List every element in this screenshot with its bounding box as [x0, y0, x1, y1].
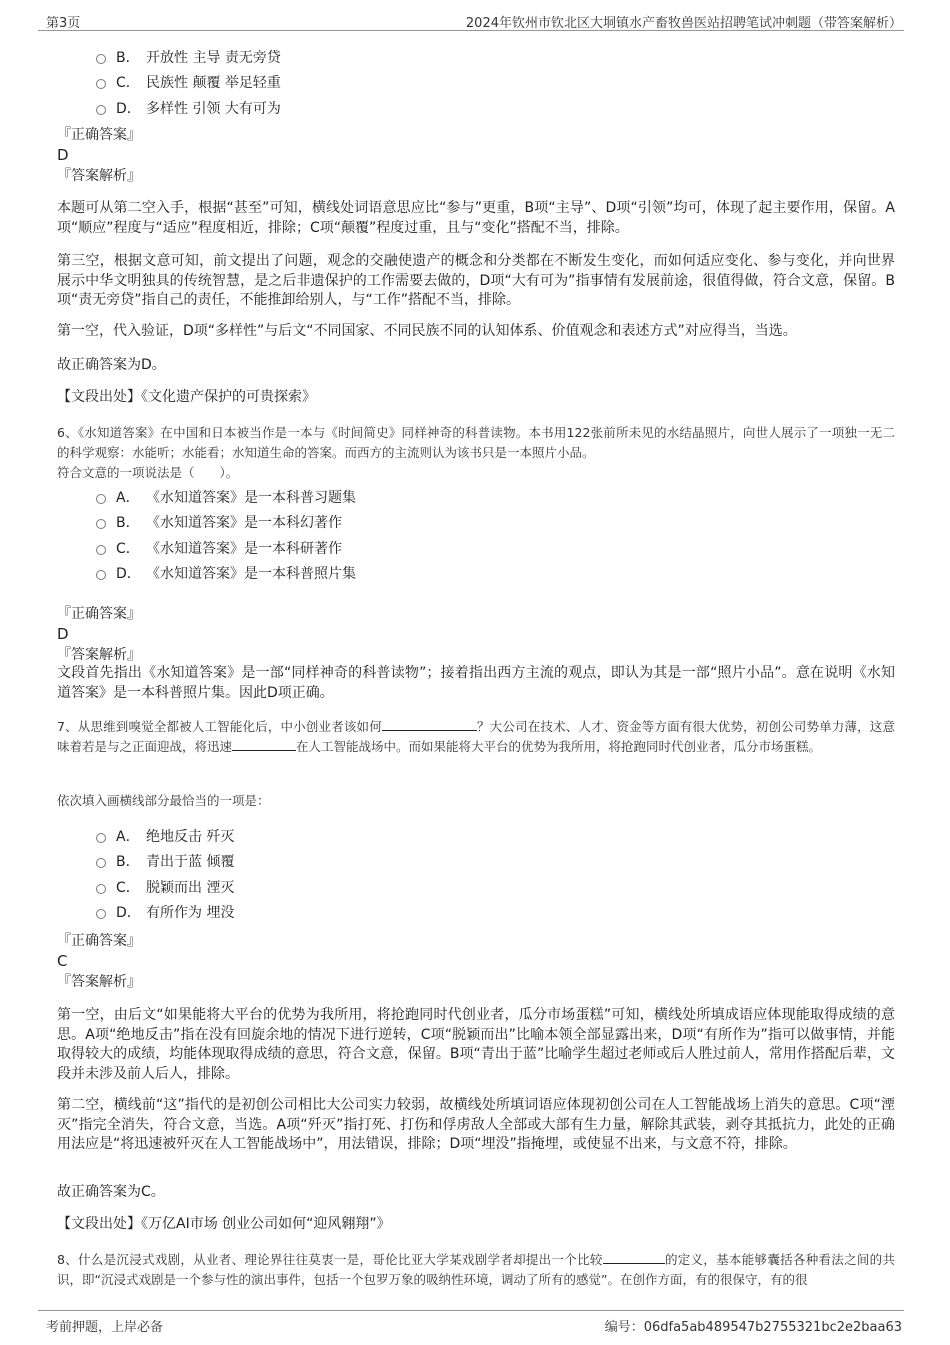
document-title: 2024年钦州市钦北区大垌镇水产畜牧兽医站招聘笔试冲刺题（带答案解析） [465, 16, 902, 31]
q7-answer: C [57, 952, 68, 970]
source-label: 【文段出处】 [57, 389, 141, 405]
q5-analysis-paragraph: 故正确答案为D。 [57, 357, 166, 373]
fill-blank [382, 717, 477, 731]
q7-analysis-paragraph: 故正确答案为C。 [57, 1184, 165, 1200]
source-label: 【文段出处】 [57, 1216, 141, 1232]
q7-option-d[interactable]: D． 有所作为 埋没 [96, 900, 234, 926]
source-title: 《文化遗产保护的可贵探索》 [141, 389, 316, 405]
q5-analysis-paragraph: 第三空，根据文意可知，前文提出了问题，观念的交融使遗产的概念和分类都在不断发生变化，而如何适应变化、参与变化，并向世界展示中华文明独具的传统智慧，是之后非遗保护的工作需要去做的，D项“大有可为”指事情有发展前途，很值得做，符合文意，保留。B项“责无旁贷”指自己的责任，不能推卸给别人，与“工作”搭配不当，排除。 [57, 253, 895, 308]
q8-stem: 8、什么是沉浸式戏剧，从业者、理论界往往莫衷一是，哥伦比亚大学某戏剧学者却提出一个比较 的定义，基本能够囊括各种看法之间的共识，即“沉浸式戏剧是一个参与性的演出事件，包括一个包罗万象的吸纳性环境，调动了所有的感觉”。在创作方面，有的很保守，有的很 [57, 1252, 895, 1287]
q5-analysis-paragraph: 本题可从第二空入手，根据“甚至”可知，横线处词语意思应比“参与”更重，B项“主导”、D项“引领”均可，体现了起主要作用，保留。A项“顺应”程度与“适应”程度相近，排除；C项“颠覆”程度过重，且与“变化”搭配不当，排除。 [57, 200, 895, 236]
q7-analysis-paragraph: 第二空，横线前“这”指代的是初创公司相比大公司实力较弱，故横线处所填词语应体现初创公司在人工智能战场上消失的意思。C项“湮灭”指完全消失，符合文意，当选。A项“歼灭”指打死、打伤和俘虏敌人全部或大部有生力量，解除其武装，剥夺其抵抗力，此处的正确用法应是“将迅速被歼灭在人工智能战场中”，用法错误，排除；D项“埋没”指掩埋，或使显不出来，与文意不符，排除。 [57, 1097, 895, 1152]
radio-button-icon[interactable] [96, 54, 106, 64]
q6-analysis: 文段首先指出《水知道答案》是一部“同样神奇的科普读物”；接着指出西方主流的观点，即认为其是一部“照片小品”。意在说明《水知道答案》是一本科普照片集。因此D项正确。 [57, 665, 895, 701]
analysis-label: 『答案解析』 [57, 974, 141, 990]
q7-option-b[interactable]: B． 青出于蓝 倾覆 [96, 849, 234, 875]
q6-stem: 6、《水知道答案》在中国和日本被当作是一本与《时间简史》同样神奇的科普读物。本书用122张前所未见的水结晶照片，向世人展示了一项独一无二的科学观察：水能听；水能看；水知道生命的答案。而西方的主流则认为该书只是一本照片小品。 [57, 425, 895, 460]
correct-answer-label: 『正确答案』 [57, 606, 141, 622]
q6-option-b[interactable]: B． 《水知道答案》是一本科幻著作 [96, 510, 356, 536]
page-footer [38, 1310, 904, 1335]
radio-button-icon[interactable] [96, 858, 106, 868]
q6-answer: D [57, 625, 69, 643]
radio-button-icon[interactable] [96, 79, 106, 89]
radio-button-icon[interactable] [96, 519, 106, 529]
correct-answer-label: 『正确答案』 [57, 127, 141, 143]
q7-option-a[interactable]: A． 绝地反击 歼灭 [96, 823, 234, 849]
correct-answer-label: 『正确答案』 [57, 933, 141, 949]
radio-button-icon[interactable] [96, 570, 106, 580]
q7-stem: 7、从思维到嗅觉全都被人工智能化后，中小创业者该如何 ？大公司在技术、人才、资金等方面有很大优势，初创公司势单力薄，这意味着若是与之正面迎战，将迅速 在人工智能战场中。而如果能将大平台的优势为我所用，将抢跑同时代创业者，瓜分市场蛋糕。 [57, 719, 895, 754]
analysis-label: 『答案解析』 [57, 647, 141, 663]
radio-button-icon[interactable] [96, 833, 106, 843]
q7-analysis-paragraph: 第一空，由后文“如果能将大平台的优势为我所用，将抢跑同时代创业者，瓜分市场蛋糕”可知，横线处所填成语应体现能取得成绩的意思。A项“绝地反击”指在没有回旋余地的情况下进行逆转，C项“脱颖而出”比喻本领全部显露出来，D项“有所作为”指可以做事情，并能取得较大的成绩，均能体现取得成绩的意思，符合文意，保留。B项“青出于蓝”比喻学生超过老师或后人胜过前人，常用作搭配后辈，文段并未涉及前人后人，排除。 [57, 1007, 895, 1082]
analysis-label: 『答案解析』 [57, 168, 141, 184]
radio-button-icon[interactable] [96, 494, 106, 504]
q5-source [57, 388, 895, 408]
document-id: 编号：06dfa5ab489547b2755321bc2e2baa63 [604, 1320, 902, 1335]
q5-option-c[interactable]: C． 民族性 颠覆 举足轻重 [96, 70, 281, 96]
fill-blank [232, 737, 296, 751]
radio-button-icon[interactable] [96, 884, 106, 894]
page-number: 第3页 [46, 16, 81, 31]
radio-button-icon[interactable] [96, 105, 106, 115]
q7-source [57, 1215, 895, 1235]
q5-analysis-paragraph: 第一空，代入验证，D项“多样性”与后文“不同国家、不同民族不同的认知体系、价值观念和表述方式”对应得当，当选。 [57, 323, 797, 339]
q6-option-c[interactable]: C． 《水知道答案》是一本科研著作 [96, 535, 356, 561]
q7-options [96, 823, 234, 925]
source-title: 《万亿AI市场 创业公司如何“迎风翱翔”》 [141, 1216, 391, 1232]
page-header [38, 8, 904, 31]
q6-options [96, 484, 356, 586]
q5-answer: D [57, 146, 69, 164]
q6-option-d[interactable]: D． 《水知道答案》是一本科普照片集 [96, 561, 356, 587]
q5-options [96, 44, 281, 121]
q6-option-a[interactable]: A． 《水知道答案》是一本科普习题集 [96, 484, 356, 510]
radio-button-icon[interactable] [96, 545, 106, 555]
q5-option-d[interactable]: D． 多样性 引领 大有可为 [96, 95, 281, 121]
radio-button-icon[interactable] [96, 909, 106, 919]
q7-option-c[interactable]: C． 脱颖而出 湮灭 [96, 874, 234, 900]
footer-slogan: 考前押题，上岸必备 [46, 1320, 164, 1335]
fill-blank [603, 1250, 665, 1264]
q5-option-b[interactable]: B． 开放性 主导 责无旁贷 [96, 44, 281, 70]
q7-prompt: 依次填入画横线部分最恰当的一项是： [57, 793, 270, 808]
q6-prompt: 符合文意的一项说法是（ ）。 [57, 465, 239, 480]
